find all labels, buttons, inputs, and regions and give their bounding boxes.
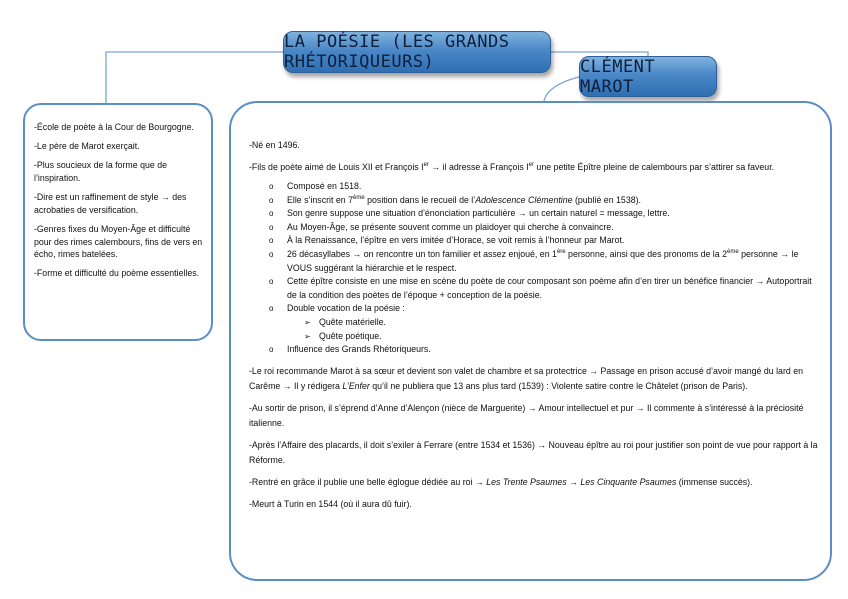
left-item: -Dire est un raffinement de style → des acrobaties de versification. bbox=[34, 192, 187, 215]
list-item: o Influence des Grands Rhétoriqueurs. bbox=[249, 343, 818, 357]
sublist-item: ➢ Quête matérielle. bbox=[287, 316, 818, 330]
connector-subtitle-to-main-box bbox=[544, 76, 583, 101]
arrowhead-bullet-icon: ➢ bbox=[304, 317, 311, 327]
king-text: -Le roi recommande Marot à sa sœur et devient son valet de chambre et sa protectrice → Passage en prison accusé d’avoir mangé du lard en Carême → Il y rédigera L’Enfer qu’il ne publiera que 13 ans plus tard (1539) : Violente satire contre le Châtelet (prison de Paris). bbox=[249, 365, 803, 391]
birth-text: -Né en 1496. bbox=[249, 140, 300, 150]
left-item: -Forme et difficulté du poème essentielles. bbox=[34, 268, 200, 279]
left-item: -Le père de Marot exerçait. bbox=[34, 141, 140, 152]
list-item: o Elle s’inscrit en 7ème position dans le recueil de l’Adolescence Clémentine (publié en 1538). bbox=[249, 194, 818, 208]
list-item: o Cette épître consiste en une mise en scène du poète de cour composant son poème afin d’en tirer un bénéfice financier → Autoportrait de la condition des poètes de l’époque + conception de la poésie. bbox=[269, 276, 812, 300]
connector-title-to-left-box bbox=[106, 52, 283, 103]
circle-bullet-icon: o bbox=[269, 236, 274, 246]
circle-bullet-icon: o bbox=[269, 277, 274, 287]
epitre-list bbox=[249, 180, 818, 357]
circle-bullet-icon: o bbox=[269, 182, 274, 191]
list-item: o À la Renaissance, l’épître en vers imitée d’Horace, se voit remis à l’honneur par Marot. bbox=[249, 234, 818, 248]
circle-bullet-icon: o bbox=[269, 304, 274, 314]
sublist-item: ➢ Quête poétique. bbox=[287, 330, 818, 344]
list-item: o Au Moyen-Âge, se présente souvent comme un plaidoyer qui cherche à convaincre. bbox=[249, 221, 818, 235]
circle-bullet-icon: o bbox=[269, 222, 274, 232]
left-item: -Genres fixes du Moyen-Âge et difficulté pour des rimes calembours, fins de vers en écho, rimes batelées. bbox=[34, 223, 203, 260]
circle-bullet-icon: o bbox=[269, 209, 274, 219]
list-item: o Son genre suppose une situation d’énonciation particulière → un certain naturel = message, lettre. bbox=[249, 207, 818, 221]
list-item: o Composé en 1518. bbox=[249, 180, 818, 194]
main-title-box bbox=[283, 31, 551, 73]
son-of-poet-text: -Fils de poète aimé de Louis XII et François Ier → il adresse à François Ier une petite Épître pleine de calembours par s’attirer sa faveur. bbox=[249, 162, 775, 172]
vocation-sublist bbox=[287, 316, 818, 343]
arrowhead-bullet-icon: ➢ bbox=[304, 331, 311, 341]
circle-bullet-icon: o bbox=[269, 345, 274, 355]
placards-text: -Après l’Affaire des placards, il doit s’exiler à Ferrare (entre 1534 et 1536) → Nouveau épître au roi pour justifier son point de vue pour rapport à la Réforme. bbox=[249, 439, 818, 465]
circle-bullet-icon: o bbox=[269, 249, 274, 259]
list-item: o Double vocation de la poésie : ➢ Quête matérielle. ➢ Quête poétique. bbox=[249, 302, 818, 343]
left-panel bbox=[23, 103, 213, 341]
left-item: -Plus soucieux de la forme que de l’inspiration. bbox=[34, 160, 168, 183]
main-panel bbox=[229, 101, 832, 581]
subtitle-box bbox=[579, 56, 717, 97]
grace-text: -Rentré en grâce il publie une belle églogue dédiée au roi → Les Trente Psaumes → Les Cinquante Psaumes (immense succès). bbox=[249, 476, 753, 487]
prison-text: -Au sortir de prison, il s’éprend d’Anne d’Alençon (nièce de Marguerite) → Amour intellectuel et pur → Il commente à s’intéressé à la préciosité italienne. bbox=[249, 402, 804, 428]
subtitle: CLÉMENT MAROT bbox=[580, 56, 656, 97]
list-item: o 26 décasyllabes → on rencontre un ton familier et assez enjoué, en 1ère personne, ainsi que des pronoms de la 2ème personne → le VOUS suggérant la hiérarchie et le respect. bbox=[269, 248, 799, 273]
circle-bullet-icon: o bbox=[269, 195, 274, 205]
main-title: LA POÉSIE (LES GRANDS RHÉTORIQUEURS) bbox=[284, 32, 510, 72]
left-item: -École de poète à la Cour de Bourgogne. bbox=[34, 122, 194, 132]
death-text: -Meurt à Turin en 1544 (où il aura dû fuir). bbox=[249, 498, 412, 509]
